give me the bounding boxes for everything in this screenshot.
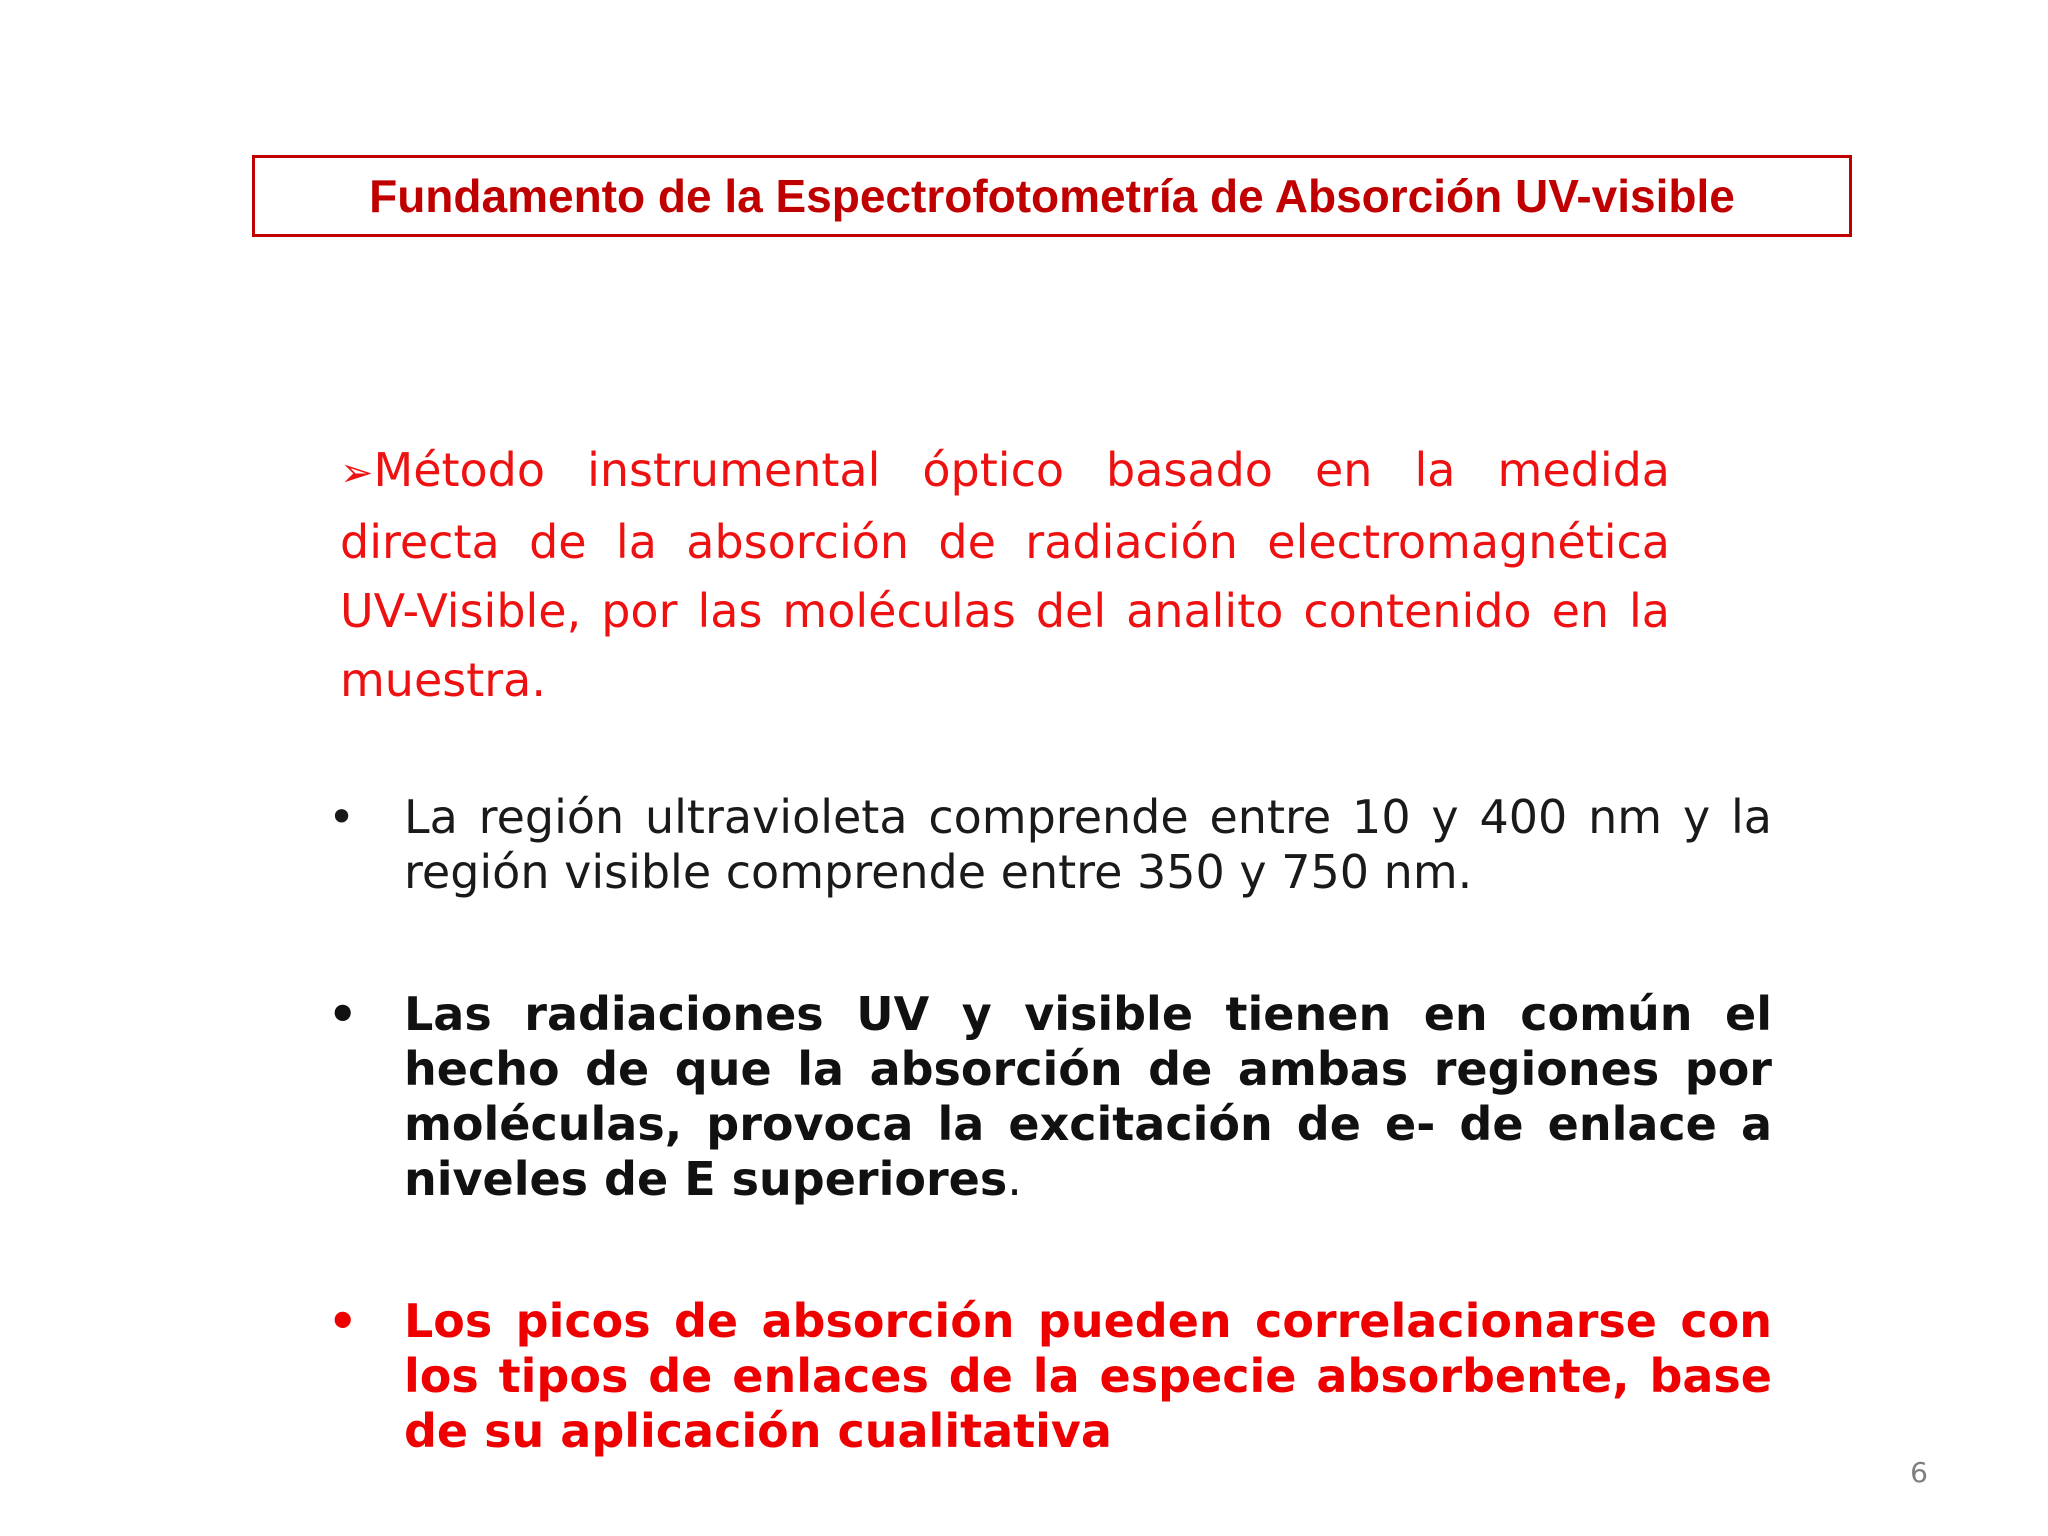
bullet-dot-icon: • [328, 987, 358, 1041]
bullet-dot-icon: • [328, 790, 356, 844]
bullet-item-absorption-peaks [328, 1294, 1772, 1459]
bullet-item-uv-visible-common [328, 987, 1772, 1207]
title-box [252, 155, 1852, 237]
bullet-text: Los picos de absorción pueden correlacionarse con los tipos de enlaces de la especie absorbente, base de su aplicación cualitativa [404, 1294, 1772, 1458]
intro-paragraph [340, 436, 1670, 715]
page-number: 6 [1910, 1456, 1928, 1489]
bullet-suffix: . [1007, 1152, 1022, 1206]
slide-title: Fundamento de la Espectrofotometría de Absorción UV-visible [369, 170, 1735, 222]
bullet-text: La región ultravioleta comprende entre 10 y 400 nm y la región visible comprende entre 350 y 750 nm. [404, 790, 1772, 899]
bullet-item-uv-region [328, 790, 1772, 900]
bullet-list [328, 790, 1772, 1459]
bullet-dot-icon: • [328, 1294, 358, 1348]
intro-text: Método instrumental óptico basado en la medida directa de la absorción de radiación electromagnética UV-Visible, por las moléculas del analito contenido en la muestra. [340, 443, 1670, 707]
bullet-text: Las radiaciones UV y visible tienen en común el hecho de que la absorción de ambas regiones por moléculas, provoca la excitación de e- de enlace a niveles de E superiores [404, 987, 1772, 1206]
arrow-bullet-icon: ➢ [340, 450, 374, 496]
